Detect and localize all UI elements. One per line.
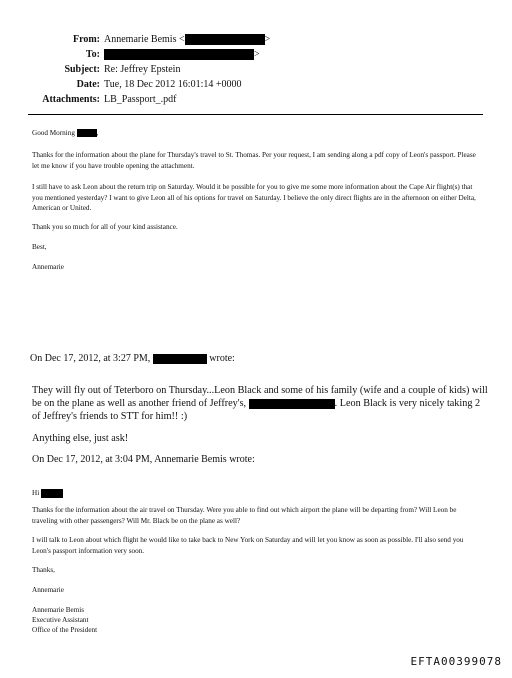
- to-value: [104, 47, 260, 62]
- redaction-box: [249, 399, 335, 409]
- quote2-intro: On Dec 17, 2012, at 3:04 PM, Annemarie Bemis wrote:: [32, 454, 255, 465]
- redaction-box: [41, 489, 63, 498]
- body-closing: Best,: [32, 243, 47, 251]
- body-signature: Annemarie: [32, 263, 64, 271]
- quote1-line-b-end: . Leon Black is very nicely taking 2: [334, 398, 481, 409]
- quote1-intro-start: On Dec 17, 2012, at 3:27 PM,: [30, 353, 151, 364]
- quote1-intro: [30, 352, 480, 365]
- greeting-text: Good Morning: [32, 129, 75, 137]
- quote1-line-b-start: be on the plane as well as another friend of Jeffrey's,: [32, 398, 247, 409]
- greeting: [32, 128, 482, 139]
- attachments-value[interactable]: LB_Passport_.pdf: [104, 94, 177, 105]
- quote2-sig-title: Executive Assistant: [32, 616, 89, 624]
- date-value: Tue, 18 Dec 2012 16:01:14 +0000: [104, 79, 242, 90]
- from-name: Annemarie Bemis <: [104, 34, 185, 45]
- quote1-line-a: They will fly out of Teterboro on Thursday...Leon Black and some of his family (wife and a couple of kids) will: [32, 385, 488, 396]
- subject-label: Subject:: [64, 64, 100, 75]
- quote2-sig-name: Annemarie Bemis: [32, 606, 85, 614]
- quote1-line-c: of Jeffrey's friends to STT for him!! :): [32, 411, 188, 422]
- from-label: From:: [72, 34, 100, 45]
- quote2-signature: Annemarie: [32, 586, 64, 594]
- document-stamp: EFTA00399078: [410, 655, 502, 668]
- to-bracket: >: [254, 49, 260, 60]
- quote1-line-b: [32, 397, 502, 411]
- quote2-greeting-text: Hi: [32, 489, 40, 497]
- redaction-box: [153, 354, 207, 364]
- quote2-paragraph-1: Thanks for the information about the air travel on Thursday. Were you able to find out which airport the plane will be departing from? Will Leon be traveling with other passengers? Will Mr. Black be on the plane as well?: [32, 506, 457, 525]
- redaction-box: [185, 34, 265, 45]
- body-paragraph-2: I still have to ask Leon about the return trip on Saturday. Would it be possible for you to give me some more information about the Cape Air flight(s) that you mentioned yesterday? I want to give Leon all of his options for travel on Saturday. I believe the only direct flights are in the afternoon on either Delta, American or United.: [32, 183, 476, 212]
- redaction-box: [104, 49, 254, 60]
- greeting-end: ,: [96, 129, 99, 137]
- body-paragraph-3: Thank you so much for all of your kind assistance.: [32, 223, 178, 231]
- attachments-label: Attachments:: [42, 94, 100, 105]
- quote2-paragraph-2: I will talk to Leon about which flight he would like to take back to New York on Saturday and will let you know as soon as possible. I'll also send you Leon's passport information very soon.: [32, 536, 464, 555]
- date-label: Date:: [76, 79, 100, 90]
- body-paragraph-1: Thanks for the information about the plane for Thursday's travel to St. Thomas. Per your request, I am sending along a pdf copy of Leon's passport. Please let me know if you have trouble opening the attachment.: [32, 151, 476, 170]
- header-divider: [28, 114, 483, 115]
- from-bracket: >: [264, 34, 271, 45]
- subject-value: Re: Jeffrey Epstein: [104, 64, 181, 75]
- redaction-box: [77, 129, 97, 137]
- quote2-sig-office: Office of the President: [32, 626, 98, 634]
- quote2-closing: Thanks,: [32, 566, 55, 574]
- quote1-followup: Anything else, just ask!: [32, 433, 129, 444]
- quote1-intro-end: wrote:: [209, 353, 235, 364]
- from-value: [104, 32, 270, 47]
- to-label: To:: [85, 49, 100, 60]
- quote2-greeting: [32, 488, 482, 499]
